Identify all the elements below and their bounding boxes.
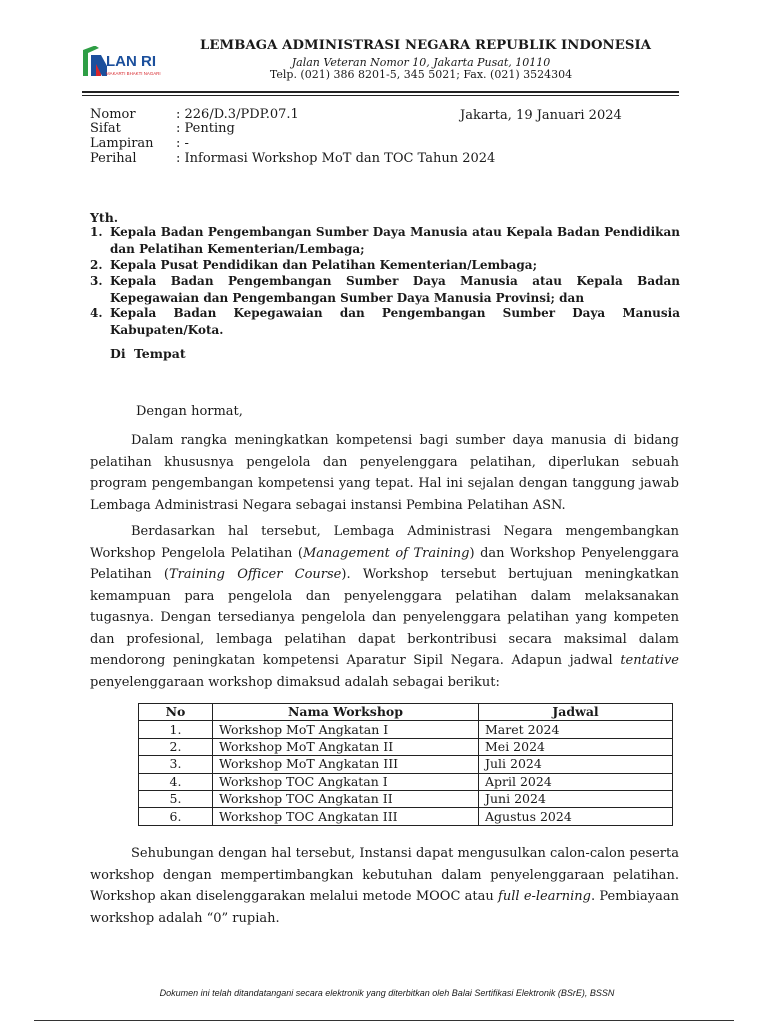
recipient-number: 4. [90, 306, 103, 320]
paragraph-2-text-e: ). Workshop tersebut bertujuan meningkatkan kemampuan para pengelola dan penyelenggara pelatihan dalam melaksanakan tugasnya. Dengan tersedianya pengelola dan penyelenggara pelatihan yang kompeten dan profesional, lembaga pelatihan dapat berkontribusi secara maksimal dalam mendorong peningkatan kompetensi Aparatur Sipil Negara. Adapun jadwal [90, 567, 679, 668]
table-row [139, 738, 673, 755]
header-nama-workshop: Nama Workshop [213, 704, 479, 721]
table-row [139, 808, 673, 825]
cell-jadwal: Agustus 2024 [479, 808, 673, 825]
recipient-item [90, 224, 680, 257]
recipient-number: 3. [90, 274, 103, 288]
table-header-row [139, 704, 673, 721]
letterhead-rule-thick [82, 91, 679, 93]
cell-workshop: Workshop TOC Angkatan I [213, 773, 479, 790]
institution-address: Jalan Veteran Nomor 10, Jakarta Pusat, 10110 [291, 56, 551, 69]
header-jadwal: Jadwal [479, 704, 673, 721]
table-row [139, 790, 673, 807]
recipient-item [90, 305, 680, 338]
institution-name: LEMBAGA ADMINISTRASI NEGARA REPUBLIK INDONESIA [200, 38, 652, 53]
paragraph-1 [90, 430, 679, 516]
paragraph-3-text-a: Sehubungan dengan hal tersebut, Instansi dapat mengusulkan calon-calon peserta workshop dengan mempertimbangkan kebutuhan dalam penyelenggaraan pelatihan. Workshop akan diselenggarakan melalui metode MOOC atau [90, 846, 679, 904]
institution-phone: Telp. (021) 386 8201-5, 345 5021; Fax. (021) 3524304 [269, 68, 573, 81]
greeting: Dengan hormat, [136, 404, 243, 419]
cell-workshop: Workshop MoT Angkatan II [213, 738, 479, 755]
meta-label-lampiran: Lampiran [90, 136, 154, 151]
meta-value-perihal: : Informasi Workshop MoT dan TOC Tahun 2024 [176, 151, 496, 166]
cell-workshop: Workshop TOC Angkatan II [213, 790, 479, 807]
recipient-item [90, 273, 680, 306]
letter-date: Jakarta, 19 Januari 2024 [460, 108, 622, 123]
cell-no: 3. [139, 756, 213, 773]
meta-label-perihal: Perihal [90, 151, 137, 166]
recipient-location: Di Tempat [110, 346, 186, 361]
cell-workshop: Workshop TOC Angkatan III [213, 808, 479, 825]
cell-jadwal: Juni 2024 [479, 790, 673, 807]
lan-ri-logo [82, 46, 178, 80]
table-row [139, 773, 673, 790]
salutation: Yth. [90, 210, 119, 225]
paragraph-1-text: Dalam rangka meningkatkan kompetensi bagi sumber daya manusia di bidang pelatihan khususnya pengelola dan penyelenggara pelatihan, diperlukan sebuah program pengembangan kompetensi yang tepat. Hal ini sejalan dengan tanggung jawab Lembaga Administrasi Negara sebagai instansi Pembina Pelatihan ASN. [90, 433, 679, 513]
recipient-number: 2. [90, 258, 103, 272]
term-training-officer-course: Training Officer Course [168, 567, 342, 582]
cell-jadwal: Juli 2024 [479, 756, 673, 773]
e-signature-note: Dokumen ini telah ditandatangani secara elektronik yang diterbitkan oleh Balai Sertifikasi Elektronik (BSrE), BSSN [159, 988, 615, 998]
cell-workshop: Workshop MoT Angkatan I [213, 721, 479, 738]
recipient-text: Kepala Badan Pengembangan Sumber Daya Manusia atau Kepala Badan Kepegawaian dan Pengembangan Sumber Daya Manusia Provinsi; dan [110, 274, 680, 305]
cell-no: 5. [139, 790, 213, 807]
logo-tagline: MAKARTI BHAKTI NAGARI [106, 71, 161, 76]
meta-label-nomor: Nomor [90, 107, 136, 122]
meta-value-lampiran: : - [176, 136, 189, 151]
cell-jadwal: Maret 2024 [479, 721, 673, 738]
meta-value-nomor: : 226/D.3/PDP.07.1 [176, 107, 299, 122]
table-row [139, 756, 673, 773]
letterhead-rule-thin [82, 95, 679, 96]
cell-jadwal: April 2024 [479, 773, 673, 790]
recipient-item [90, 257, 680, 274]
cell-no: 1. [139, 721, 213, 738]
cell-no: 4. [139, 773, 213, 790]
cell-workshop: Workshop MoT Angkatan III [213, 756, 479, 773]
table-row [139, 721, 673, 738]
meta-label-sifat: Sifat [90, 121, 121, 136]
cell-no: 6. [139, 808, 213, 825]
cell-jadwal: Mei 2024 [479, 738, 673, 755]
schedule-table [138, 703, 673, 826]
paragraph-2-text-a: Berdasarkan hal tersebut, Lembaga Administrasi Negara mengembangkan Workshop Pengelola Pelatihan ( [90, 524, 679, 561]
paragraph-3 [90, 843, 679, 929]
footer-rule [34, 1020, 734, 1021]
term-full-e-learning: full e-learning [498, 889, 591, 904]
recipient-number: 1. [90, 225, 103, 239]
paragraph-2-text-g: penyelenggaraan workshop dimaksud adalah sebagai berikut: [90, 674, 500, 690]
term-management-of-training: Management of Training [302, 545, 470, 561]
cell-no: 2. [139, 738, 213, 755]
recipient-text: Kepala Badan Kepegawaian dan Pengembangan Sumber Daya Manusia Kabupaten/Kota. [110, 306, 680, 337]
recipient-text: Kepala Pusat Pendidikan dan Pelatihan Kementerian/Lembaga; [110, 258, 538, 272]
paragraph-3-text-c: . Pembiayaan workshop adalah “0” rupiah. [90, 889, 679, 926]
meta-value-sifat: : Penting [176, 121, 235, 136]
paragraph-2-text-c: ) dan Workshop Penyelenggara Pelatihan ( [90, 545, 679, 582]
header-no: No [139, 704, 213, 721]
logo-text: LAN RI [106, 53, 156, 70]
paragraph-2 [90, 521, 679, 693]
term-tentative: tentative [620, 653, 679, 668]
recipient-text: Kepala Badan Pengembangan Sumber Daya Manusia atau Kepala Badan Pendidikan dan Pelatihan Kementerian/Lembaga; [110, 225, 680, 256]
